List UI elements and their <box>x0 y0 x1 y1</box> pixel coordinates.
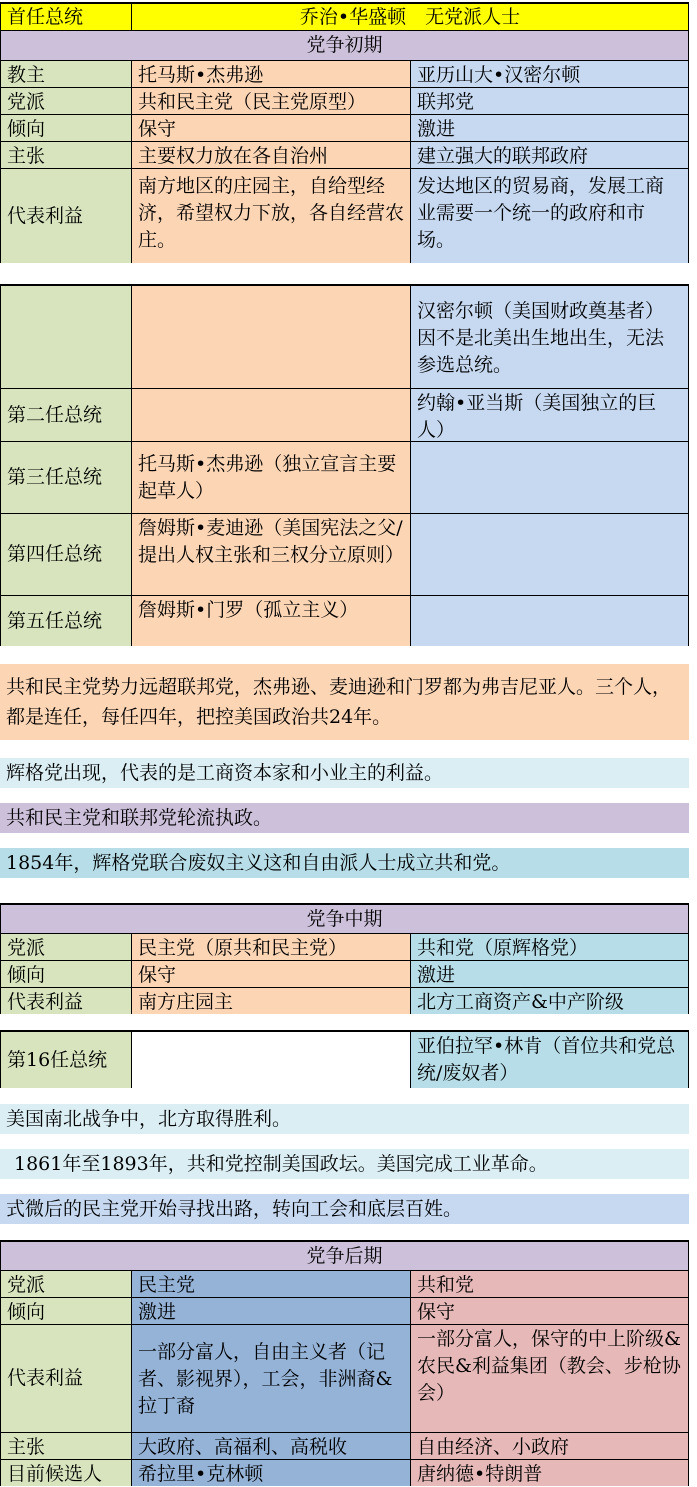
middle-row-label: 代表利益 <box>1 987 131 1014</box>
middle-row-label: 党派 <box>1 933 131 960</box>
note-banner: 1854年，辉格党联合废奴主义这和自由派人士成立共和党。 <box>0 848 689 878</box>
late-row-left: 一部分富人，自由主义者（记者、影视界），工会，非洲裔&拉丁裔 <box>131 1324 410 1432</box>
lincoln-left <box>131 1032 410 1088</box>
late-row-left: 激进 <box>131 1297 410 1324</box>
early-period-title: 党争初期 <box>1 30 688 60</box>
early-row-left: 共和民主党（民主党原型） <box>131 87 410 114</box>
early-row-right: 激进 <box>410 114 688 141</box>
middle-row-left: 民主党（原共和民主党） <box>131 933 410 960</box>
early-row-right: 建立强大的联邦政府 <box>410 141 688 168</box>
middle-row-left: 南方庄园主 <box>131 987 410 1014</box>
president-label: 第四任总统 <box>1 513 131 595</box>
early-row-label: 党派 <box>1 87 131 114</box>
note-banner: 美国南北战争中，北方取得胜利。 <box>0 1104 689 1134</box>
president-right <box>410 513 688 595</box>
president-left <box>131 286 410 388</box>
early-row-label: 主张 <box>1 141 131 168</box>
early-presidents-table <box>0 284 689 646</box>
president-label: 第二任总统 <box>1 388 131 441</box>
middle-row-right: 激进 <box>410 960 688 987</box>
note-banner: 共和民主党和联邦党轮流执政。 <box>0 803 689 833</box>
late-row-right: 保守 <box>410 1297 688 1324</box>
early-row-right: 发达地区的贸易商，发展工商业需要一个统一的政府和市场。 <box>410 168 688 263</box>
president-right: 汉密尔顿（美国财政奠基者）因不是北美出生地出生，无法参选总统。 <box>410 286 688 388</box>
middle-period-table <box>0 903 689 1014</box>
late-row-left: 大政府、高福利、高税收 <box>131 1432 410 1459</box>
middle-row-label: 倾向 <box>1 960 131 987</box>
president-left: 詹姆斯•门罗（孤立主义） <box>131 595 410 646</box>
late-row-label: 代表利益 <box>1 1324 131 1432</box>
president-left <box>131 388 410 441</box>
late-row-label: 主张 <box>1 1432 131 1459</box>
early-row-label: 倾向 <box>1 114 131 141</box>
president-right: 约翰•亚当斯（美国独立的巨人） <box>410 388 688 441</box>
note-banner: 式微后的民主党开始寻找出路，转向工会和底层百姓。 <box>0 1194 689 1224</box>
president-label: 第三任总统 <box>1 441 131 513</box>
lincoln-right: 亚伯拉罕•林肯（首位共和党总统/废奴者） <box>410 1032 688 1088</box>
late-row-left: 民主党 <box>131 1270 410 1297</box>
late-row-label: 倾向 <box>1 1297 131 1324</box>
lincoln-table <box>0 1030 689 1088</box>
first-president-label: 首任总统 <box>1 4 131 30</box>
early-row-label: 教主 <box>1 60 131 87</box>
middle-row-right: 北方工商资产&中产阶级 <box>410 987 688 1014</box>
late-row-right: 唐纳德•特朗普 <box>410 1459 688 1486</box>
president-label: 第五任总统 <box>1 595 131 646</box>
first-president-value: 乔治•华盛顿 无党派人士 <box>131 4 688 30</box>
president-left: 托马斯•杰弗逊（独立宣言主要起草人） <box>131 441 410 513</box>
late-row-left: 希拉里•克林顿 <box>131 1459 410 1486</box>
early-row-left: 保守 <box>131 114 410 141</box>
president-left: 詹姆斯•麦迪逊（美国宪法之父/提出人权主张和三权分立原则） <box>131 513 410 595</box>
early-row-left: 南方地区的庄园主，自给型经济，希望权力下放，各自经营农庄。 <box>131 168 410 263</box>
late-row-right: 自由经济、小政府 <box>410 1432 688 1459</box>
early-row-label: 代表利益 <box>1 168 131 263</box>
note-banner: 辉格党出现，代表的是工商资本家和小业主的利益。 <box>0 758 689 788</box>
middle-row-right: 共和党（原辉格党） <box>410 933 688 960</box>
early-row-right: 联邦党 <box>410 87 688 114</box>
late-row-label: 党派 <box>1 1270 131 1297</box>
early-row-right: 亚历山大•汉密尔顿 <box>410 60 688 87</box>
note-banner: 共和民主党势力远超联邦党，杰弗逊、麦迪逊和门罗都为弗吉尼亚人。三个人，都是连任，每任四年，把控美国政治共24年。 <box>0 664 689 740</box>
middle-period-title: 党争中期 <box>1 905 688 933</box>
president-label <box>1 286 131 388</box>
late-period-table <box>0 1240 689 1486</box>
president-right <box>410 595 688 646</box>
president-right <box>410 441 688 513</box>
note-banner: 1861年至1893年，共和党控制美国政坛。美国完成工业革命。 <box>0 1149 689 1179</box>
late-period-title: 党争后期 <box>1 1242 688 1270</box>
early-period-table <box>0 2 689 263</box>
late-row-right: 一部分富人，保守的中上阶级&农民&利益集团（教会、步枪协会） <box>410 1324 688 1432</box>
middle-row-left: 保守 <box>131 960 410 987</box>
late-row-right: 共和党 <box>410 1270 688 1297</box>
late-row-label: 目前候选人 <box>1 1459 131 1486</box>
lincoln-label: 第16任总统 <box>1 1032 131 1088</box>
early-row-left: 主要权力放在各自治州 <box>131 141 410 168</box>
early-row-left: 托马斯•杰弗逊 <box>131 60 410 87</box>
